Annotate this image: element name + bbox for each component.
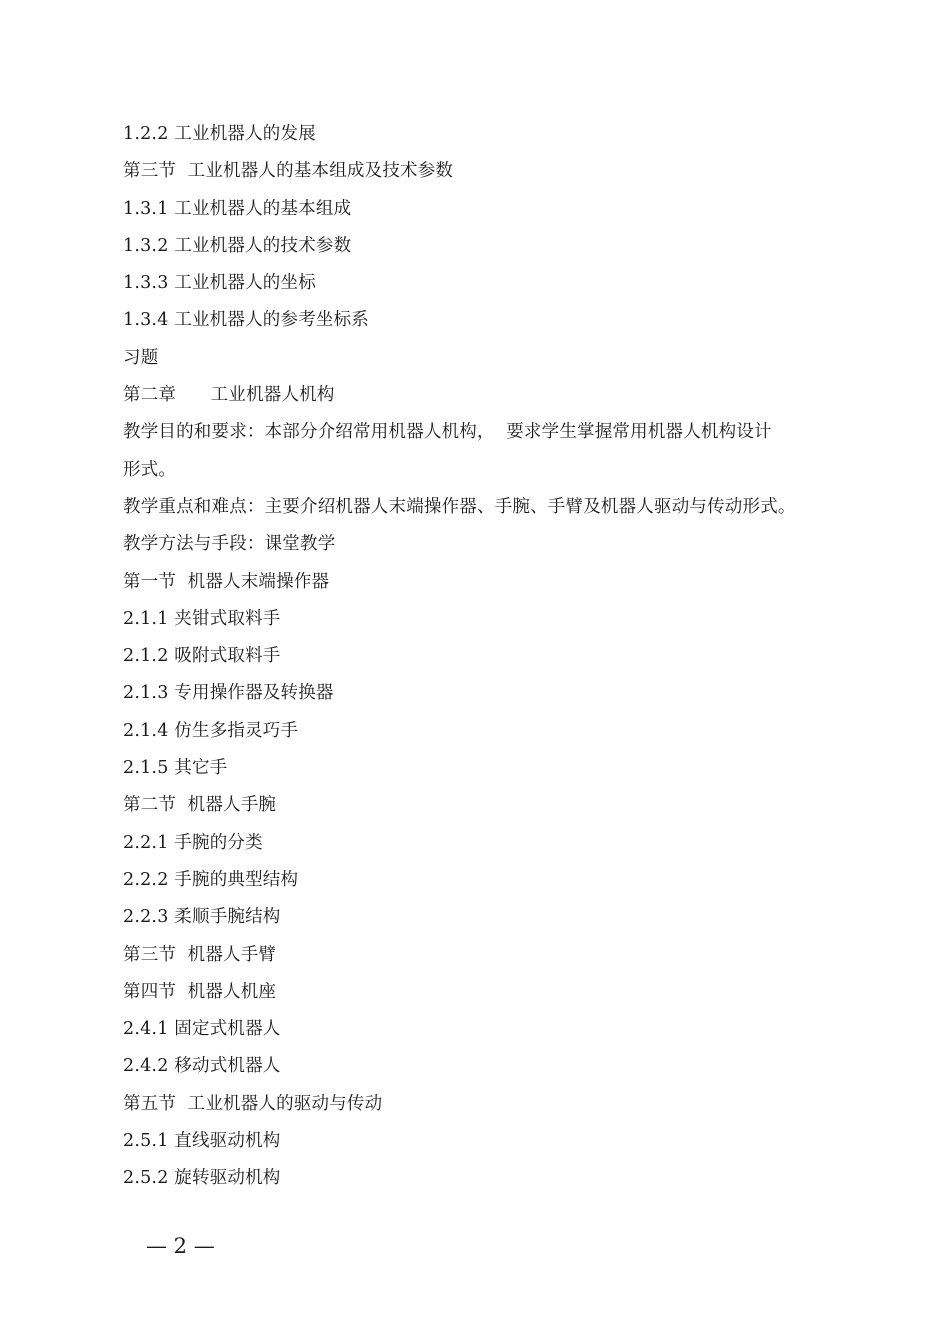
outline-line-2-1-2: 2.1.2 吸附式取料手 (123, 646, 281, 667)
section-heading-2-2: 第二节 机器人手腕 (123, 795, 277, 816)
outline-line-1-3-3: 1.3.3 工业机器人的坐标 (123, 273, 316, 294)
outline-line-2-1-5: 2.1.5 其它手 (123, 758, 228, 779)
outline-line-2-2-1: 2.2.1 手腕的分类 (123, 832, 263, 853)
outline-line-2-1-3: 2.1.3 专用操作器及转换器 (123, 683, 334, 704)
outline-line-2-4-1: 2.4.1 固定式机器人 (123, 1019, 281, 1040)
key-points-line: 教学重点和难点：主要介绍机器人末端操作器、手腕、手臂及机器人驱动与传动形式。 (123, 496, 796, 517)
section-heading-3: 第三节 工业机器人的基本组成及技术参数 (123, 161, 454, 182)
page-number: — 2 — (146, 1234, 215, 1258)
outline-content (123, 116, 843, 1198)
outline-line-1-3-2: 1.3.2 工业机器人的技术参数 (123, 235, 352, 256)
outline-line-2-2-2: 2.2.2 手腕的典型结构 (123, 869, 299, 890)
exercises-line: 习题 (123, 347, 159, 368)
outline-line-2-4-2: 2.4.2 移动式机器人 (123, 1056, 281, 1077)
outline-line-2-5-2: 2.5.2 旋转驱动机构 (123, 1168, 281, 1189)
teaching-methods-line: 教学方法与手段：课堂教学 (123, 534, 336, 555)
teaching-goals-line: 教学目的和要求：本部分介绍常用机器人机构， 要求学生掌握常用机器人机构设计 (123, 422, 772, 443)
outline-line-1-2-2: 1.2.2 工业机器人的发展 (123, 124, 316, 144)
outline-line-1-3-1: 1.3.1 工业机器人的基本组成 (123, 198, 352, 219)
section-heading-2-3: 第三节 机器人手臂 (123, 944, 277, 965)
section-heading-2-1: 第一节 机器人末端操作器 (123, 571, 330, 592)
outline-line-2-5-1: 2.5.1 直线驱动机构 (123, 1131, 281, 1152)
outline-line-1-3-4: 1.3.4 工业机器人的参考坐标系 (123, 310, 369, 331)
chapter-heading-2: 第二章 工业机器人机构 (123, 385, 335, 406)
outline-line-2-1-4: 2.1.4 仿生多指灵巧手 (123, 720, 299, 741)
section-heading-2-5: 第五节 工业机器人的驱动与传动 (123, 1093, 383, 1114)
section-heading-2-4: 第四节 机器人机座 (123, 981, 277, 1002)
outline-line-2-1-1: 2.1.1 夹钳式取料手 (123, 608, 281, 629)
outline-line-2-2-3: 2.2.3 柔顺手腕结构 (123, 907, 281, 928)
teaching-goals-continuation: 形式。 (123, 459, 177, 480)
